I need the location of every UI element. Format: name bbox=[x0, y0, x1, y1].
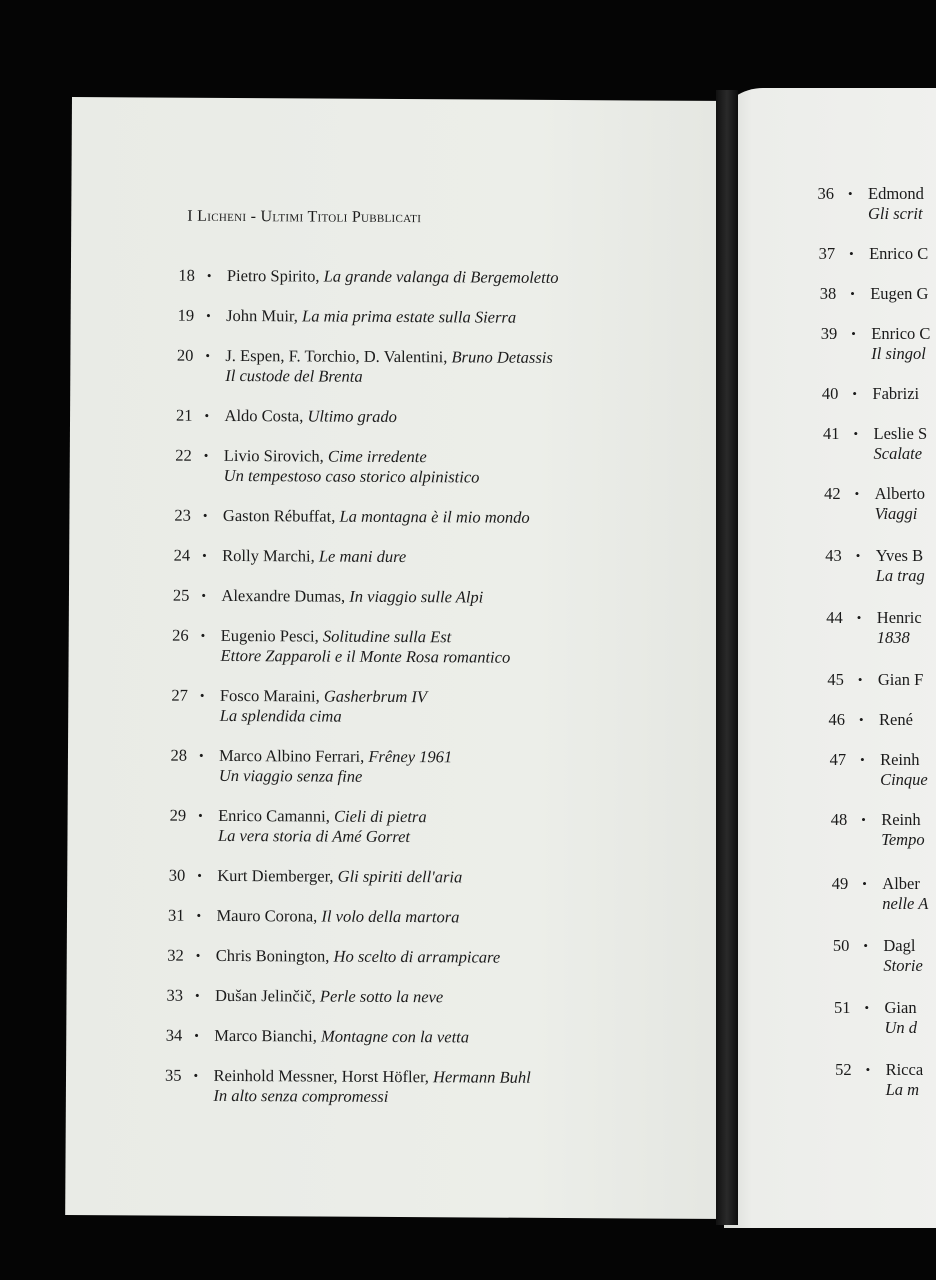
entry-subtitle: Gli scrit bbox=[868, 204, 923, 223]
entry-text bbox=[227, 266, 559, 288]
entry-number: 51 bbox=[834, 998, 851, 1017]
series-title: I Licheni - Ultimi Titoli Pubblicati bbox=[187, 207, 422, 227]
entry-author: Enrico C bbox=[869, 244, 929, 263]
bullet-icon: • bbox=[199, 687, 205, 703]
left-page bbox=[65, 97, 736, 1219]
entry-author: Gaston Rébuffat, bbox=[222, 505, 336, 526]
entry-text bbox=[215, 986, 443, 1007]
entry-text bbox=[885, 998, 918, 1038]
entry-author: Fosco Maraini, bbox=[219, 685, 320, 706]
entry-author: Kurt Diemberger, bbox=[217, 865, 334, 886]
entry-author: Eugenio Pesci, bbox=[220, 625, 319, 646]
entry-author: Gian bbox=[884, 998, 917, 1017]
entry-number: 18 bbox=[178, 265, 195, 285]
right-page bbox=[724, 88, 936, 1228]
entry-author: John Muir, bbox=[226, 305, 298, 326]
entry-author: Rolly Marchi, bbox=[222, 545, 315, 566]
entry-number: 38 bbox=[819, 284, 837, 303]
entry-author: Aldo Costa, bbox=[224, 405, 304, 426]
entry-title: Bruno Detassis bbox=[451, 347, 553, 367]
bullet-icon: • bbox=[865, 1062, 871, 1077]
entry-author: Alberto bbox=[874, 484, 925, 503]
entry-number: 26 bbox=[172, 625, 189, 645]
entry-subtitle: In alto senza compromessi bbox=[213, 1085, 389, 1106]
entry-title: Ho scelto di arrampicare bbox=[333, 946, 501, 967]
entry-title: Perle sotto la neve bbox=[319, 986, 444, 1007]
entry-title: In viaggio sulle Alpi bbox=[349, 586, 484, 607]
entry-subtitle: Ettore Zapparoli e il Monte Rosa romantico bbox=[220, 645, 511, 667]
entry-title: Montagne con la vetta bbox=[320, 1026, 470, 1047]
entry-number: 36 bbox=[817, 184, 834, 203]
entry-author: Alber bbox=[882, 874, 920, 893]
bullet-icon: • bbox=[855, 548, 861, 563]
entry-text bbox=[225, 346, 553, 388]
entry-text bbox=[881, 810, 924, 850]
entry-title: Le mani dure bbox=[318, 546, 407, 567]
entry-number: 43 bbox=[825, 546, 842, 565]
entry-title: Frêney 1961 bbox=[368, 746, 453, 767]
entry-author: Mauro Corona, bbox=[216, 905, 318, 926]
bullet-icon: • bbox=[198, 807, 203, 823]
bullet-icon: • bbox=[205, 347, 211, 363]
entry-number: 52 bbox=[835, 1060, 852, 1079]
entry-text bbox=[877, 608, 922, 648]
entry-number: 42 bbox=[824, 484, 841, 503]
entry-text bbox=[221, 586, 483, 608]
bullet-icon: • bbox=[194, 987, 200, 1003]
bullet-icon: • bbox=[851, 326, 856, 341]
entry-title: Il volo della martora bbox=[321, 906, 460, 927]
entry-text bbox=[217, 866, 462, 887]
entry-number: 46 bbox=[828, 710, 845, 729]
entry-number: 45 bbox=[827, 670, 844, 689]
entry-number: 35 bbox=[164, 1065, 182, 1085]
bullet-icon: • bbox=[864, 1000, 870, 1015]
entry-text bbox=[220, 686, 427, 727]
entry-author: Edmond bbox=[868, 184, 924, 203]
entry-number: 40 bbox=[821, 384, 839, 403]
entry-author: Reinhold Messner, Horst Höfler, bbox=[213, 1065, 430, 1087]
entry-subtitle: Il singol bbox=[871, 344, 926, 363]
bullet-icon: • bbox=[202, 547, 207, 563]
entry-number: 24 bbox=[173, 545, 191, 565]
entry-text bbox=[869, 244, 928, 264]
entry-number: 50 bbox=[832, 936, 850, 955]
entry-author: Leslie S bbox=[873, 424, 928, 443]
entry-text bbox=[874, 424, 928, 464]
bullet-icon: • bbox=[849, 246, 854, 261]
bullet-icon: • bbox=[193, 1067, 199, 1083]
entry-text bbox=[218, 806, 427, 847]
entry-subtitle: La splendida cima bbox=[219, 705, 342, 726]
entry-text bbox=[216, 946, 501, 968]
bullet-icon: • bbox=[853, 426, 859, 441]
entry-number: 21 bbox=[176, 405, 193, 425]
bullet-icon: • bbox=[859, 712, 864, 727]
entry-author: Marco Albino Ferrari, bbox=[218, 745, 365, 766]
bullet-icon: • bbox=[197, 867, 202, 883]
entry-author: Dagl bbox=[883, 936, 916, 955]
entry-text bbox=[214, 1026, 469, 1048]
entry-author: J. Espen, F. Torchio, D. Valentini, bbox=[225, 345, 448, 367]
entry-number: 22 bbox=[175, 445, 192, 465]
entry-number: 34 bbox=[165, 1025, 183, 1045]
entry-author: Enrico Camanni, bbox=[218, 805, 330, 826]
entry-text bbox=[224, 406, 396, 427]
entry-number: 33 bbox=[166, 985, 184, 1005]
bullet-icon: • bbox=[206, 307, 211, 323]
entry-title: La montagna è il mio mondo bbox=[339, 506, 530, 527]
entry-number: 19 bbox=[177, 305, 195, 325]
entry-text bbox=[883, 936, 922, 976]
entry-title: Ultimo grado bbox=[307, 406, 397, 426]
entry-title: Gasherbrum IV bbox=[323, 686, 428, 707]
bullet-icon: • bbox=[863, 938, 868, 953]
entry-subtitle: nelle A bbox=[882, 894, 929, 913]
entry-author: Yves B bbox=[875, 546, 924, 565]
entry-number: 32 bbox=[167, 945, 184, 965]
entry-author: Alexandre Dumas, bbox=[221, 585, 346, 606]
entry-author: Ricca bbox=[885, 1060, 924, 1079]
entry-author: Reinh bbox=[880, 750, 920, 769]
bullet-icon: • bbox=[861, 812, 866, 827]
bullet-icon: • bbox=[860, 752, 865, 767]
entry-text bbox=[219, 746, 452, 787]
entry-author: Reinh bbox=[881, 810, 921, 829]
entry-subtitle: La m bbox=[885, 1080, 920, 1099]
entry-subtitle: Un d bbox=[884, 1018, 918, 1037]
bullet-icon: • bbox=[196, 907, 202, 923]
bullet-icon: • bbox=[198, 747, 204, 763]
entry-number: 23 bbox=[174, 505, 192, 525]
bullet-icon: • bbox=[204, 407, 210, 423]
bullet-icon: • bbox=[200, 627, 206, 643]
entry-text bbox=[213, 1066, 530, 1108]
entry-text bbox=[872, 384, 919, 404]
entry-subtitle: Tempo bbox=[881, 830, 925, 849]
entry-author: René bbox=[879, 710, 913, 729]
entry-text bbox=[878, 670, 923, 690]
entry-text bbox=[224, 446, 480, 488]
bullet-icon: • bbox=[852, 386, 857, 401]
entry-text bbox=[886, 1060, 924, 1100]
entry-subtitle: Un tempestoso caso storico alpinistico bbox=[223, 465, 480, 487]
bullet-icon: • bbox=[194, 1027, 199, 1043]
entry-text bbox=[875, 484, 925, 524]
entry-text bbox=[221, 626, 511, 668]
bullet-icon: • bbox=[848, 186, 853, 201]
bullet-icon: • bbox=[857, 672, 863, 687]
bullet-icon: • bbox=[856, 610, 862, 625]
entry-title: La grande valanga di Bergemoletto bbox=[323, 266, 559, 287]
entry-author: Enrico C bbox=[871, 324, 931, 343]
entry-text bbox=[223, 506, 530, 528]
entry-title: Gli spiriti dell'aria bbox=[337, 866, 463, 887]
entry-text bbox=[868, 184, 924, 224]
bullet-icon: • bbox=[203, 447, 209, 463]
entry-subtitle: La vera storia di Amé Gorret bbox=[217, 825, 411, 847]
entry-author: Pietro Spirito, bbox=[226, 265, 320, 286]
entry-author: Marco Bianchi, bbox=[214, 1025, 317, 1046]
entry-author: Dušan Jelinčič, bbox=[214, 985, 316, 1006]
entry-author: Henric bbox=[876, 608, 922, 627]
entry-title: Cieli di pietra bbox=[333, 806, 427, 827]
entry-title: La mia prima estate sulla Sierra bbox=[301, 306, 517, 327]
entry-number: 25 bbox=[172, 585, 190, 605]
entry-text bbox=[226, 306, 516, 328]
entry-number: 31 bbox=[167, 905, 185, 925]
entry-author: Chris Bonington, bbox=[215, 945, 330, 966]
bullet-icon: • bbox=[201, 587, 207, 603]
entry-number: 47 bbox=[829, 750, 847, 769]
entry-number: 44 bbox=[826, 608, 843, 627]
entry-author: Fabrizi bbox=[872, 384, 920, 403]
entry-number: 49 bbox=[831, 874, 849, 893]
entry-text bbox=[880, 750, 928, 790]
bullet-icon: • bbox=[862, 876, 867, 891]
entry-subtitle: 1838 bbox=[876, 628, 910, 647]
entry-number: 48 bbox=[830, 810, 848, 829]
entry-title: Solitudine sulla Est bbox=[322, 626, 452, 647]
entry-number: 30 bbox=[168, 865, 186, 885]
entry-subtitle: Viaggi bbox=[874, 504, 918, 523]
entry-title: Cime irredente bbox=[327, 446, 427, 467]
entry-text bbox=[222, 546, 406, 567]
bullet-icon: • bbox=[850, 286, 855, 301]
entry-text bbox=[879, 710, 913, 730]
entry-subtitle: La trag bbox=[875, 566, 925, 585]
entry-subtitle: Cinque bbox=[880, 770, 928, 789]
entry-author: Eugen G bbox=[870, 284, 929, 303]
entry-text bbox=[216, 906, 459, 927]
entry-text bbox=[882, 874, 928, 914]
entry-author: Livio Sirovich, bbox=[223, 445, 324, 466]
bullet-icon: • bbox=[854, 486, 860, 501]
entry-number: 37 bbox=[818, 244, 836, 263]
entry-text bbox=[870, 284, 928, 304]
entry-author: Gian F bbox=[877, 670, 924, 689]
entry-number: 39 bbox=[820, 324, 838, 343]
entry-subtitle: Storie bbox=[883, 956, 923, 975]
entry-number: 20 bbox=[176, 345, 194, 365]
bullet-icon: • bbox=[195, 947, 201, 963]
entry-subtitle: Il custode del Brenta bbox=[225, 365, 363, 386]
book-gutter bbox=[716, 90, 738, 1225]
entry-title: Hermann Buhl bbox=[433, 1067, 531, 1087]
entry-text bbox=[876, 546, 925, 586]
entry-number: 41 bbox=[823, 424, 840, 443]
bullet-icon: • bbox=[202, 507, 208, 523]
entry-subtitle: Scalate bbox=[873, 444, 923, 463]
bullet-icon: • bbox=[206, 267, 212, 283]
entry-subtitle: Un viaggio senza fine bbox=[218, 765, 363, 786]
entry-number: 28 bbox=[170, 745, 188, 765]
entry-number: 29 bbox=[169, 805, 187, 825]
entry-text bbox=[871, 324, 930, 364]
entry-number: 27 bbox=[171, 685, 188, 705]
